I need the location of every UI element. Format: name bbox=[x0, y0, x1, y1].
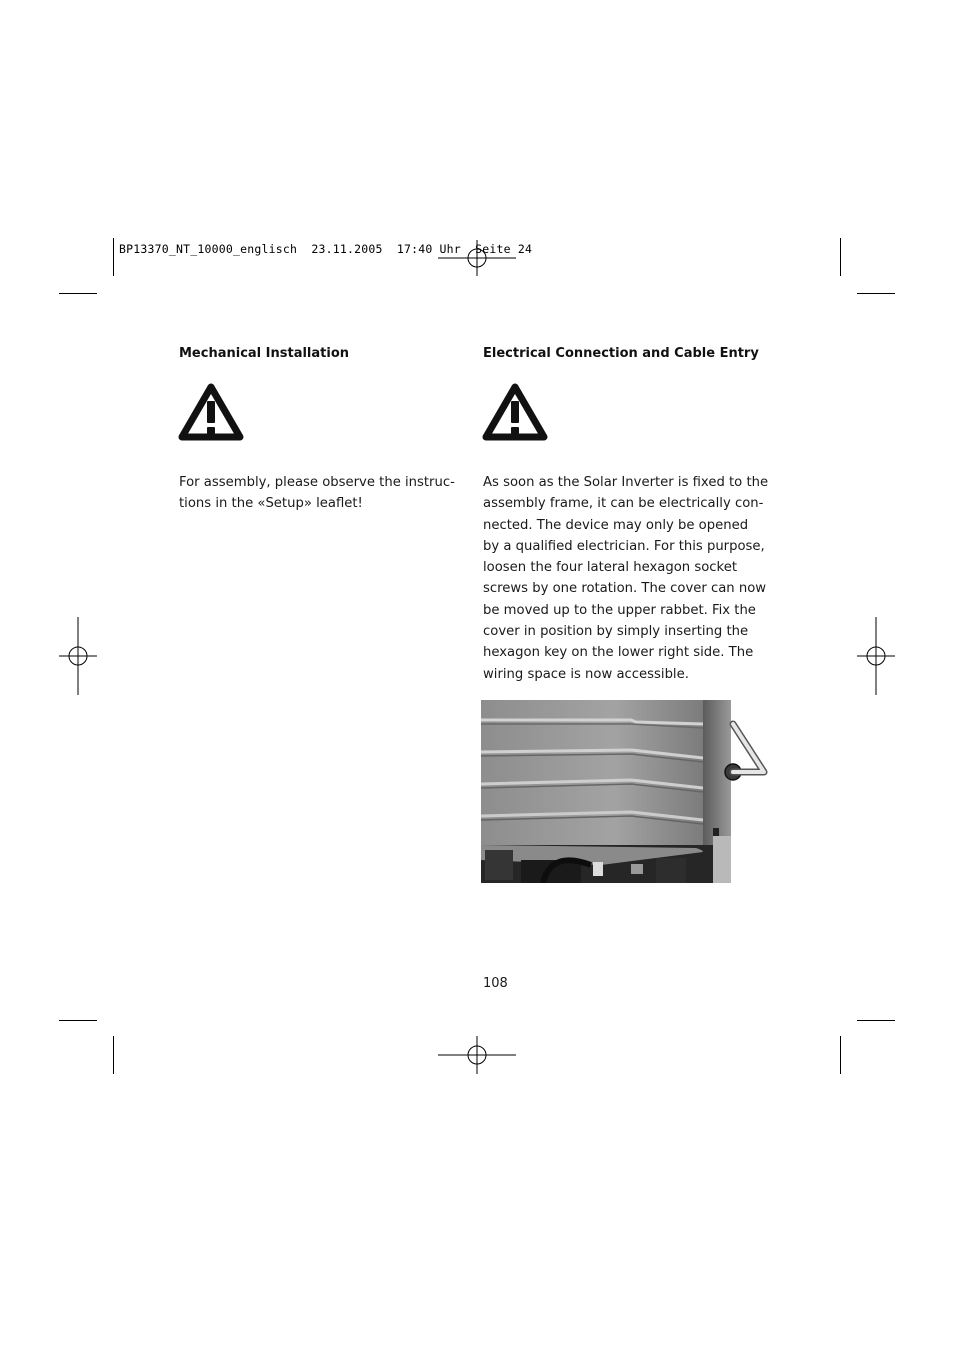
warning-triangle-icon bbox=[176, 381, 246, 445]
text-line: be moved up to the upper rabbet. Fix the bbox=[483, 602, 756, 618]
crop-mark-top-left-horizontal bbox=[59, 293, 97, 294]
text-line: tions in the «Setup» leaflet! bbox=[179, 496, 363, 512]
text-line: hexagon key on the lower right side. The bbox=[483, 645, 754, 661]
heading-electrical-connection: Electrical Connection and Cable Entry bbox=[483, 346, 759, 361]
crop-mark-top-right-horizontal bbox=[857, 293, 895, 294]
crop-mark-top-left-vertical bbox=[113, 238, 114, 276]
inverter-cover-photo bbox=[481, 700, 771, 883]
text-line: by a qualified electrician. For this purpose, bbox=[483, 538, 765, 554]
text-line: nected. The device may only be opened bbox=[483, 517, 749, 533]
crop-mark-top-right-vertical bbox=[840, 238, 841, 276]
crop-mark-bottom-right-vertical bbox=[840, 1036, 841, 1074]
text-line: screws by one rotation. The cover can now bbox=[483, 581, 767, 597]
heading-mechanical-installation: Mechanical Installation bbox=[179, 346, 350, 361]
text-line: For assembly, please observe the instruc- bbox=[179, 475, 455, 490]
page-number: 108 bbox=[483, 976, 508, 991]
text-line: loosen the four lateral hexagon socket bbox=[483, 560, 737, 576]
crop-mark-bottom-left-horizontal bbox=[59, 1020, 97, 1021]
print-slug: BP13370_NT_10000_englisch 23.11.2005 17:40 Uhr Seite 24 bbox=[119, 242, 533, 256]
warning-triangle-icon bbox=[480, 381, 550, 445]
mechanical-installation-text bbox=[179, 472, 455, 515]
registration-mark-left-icon bbox=[59, 617, 97, 695]
text-line: wiring space is now accessible. bbox=[483, 666, 689, 682]
registration-mark-right-icon bbox=[857, 617, 895, 695]
crop-mark-bottom-left-vertical bbox=[113, 1036, 114, 1074]
text-line: As soon as the Solar Inverter is fixed to the bbox=[483, 475, 769, 490]
registration-mark-bottom-icon bbox=[438, 1036, 516, 1074]
electrical-connection-text bbox=[483, 472, 768, 685]
text-line: cover in position by simply inserting the bbox=[483, 624, 749, 640]
crop-mark-bottom-right-horizontal bbox=[857, 1020, 895, 1021]
text-line: assembly frame, it can be electrically con- bbox=[483, 496, 764, 512]
